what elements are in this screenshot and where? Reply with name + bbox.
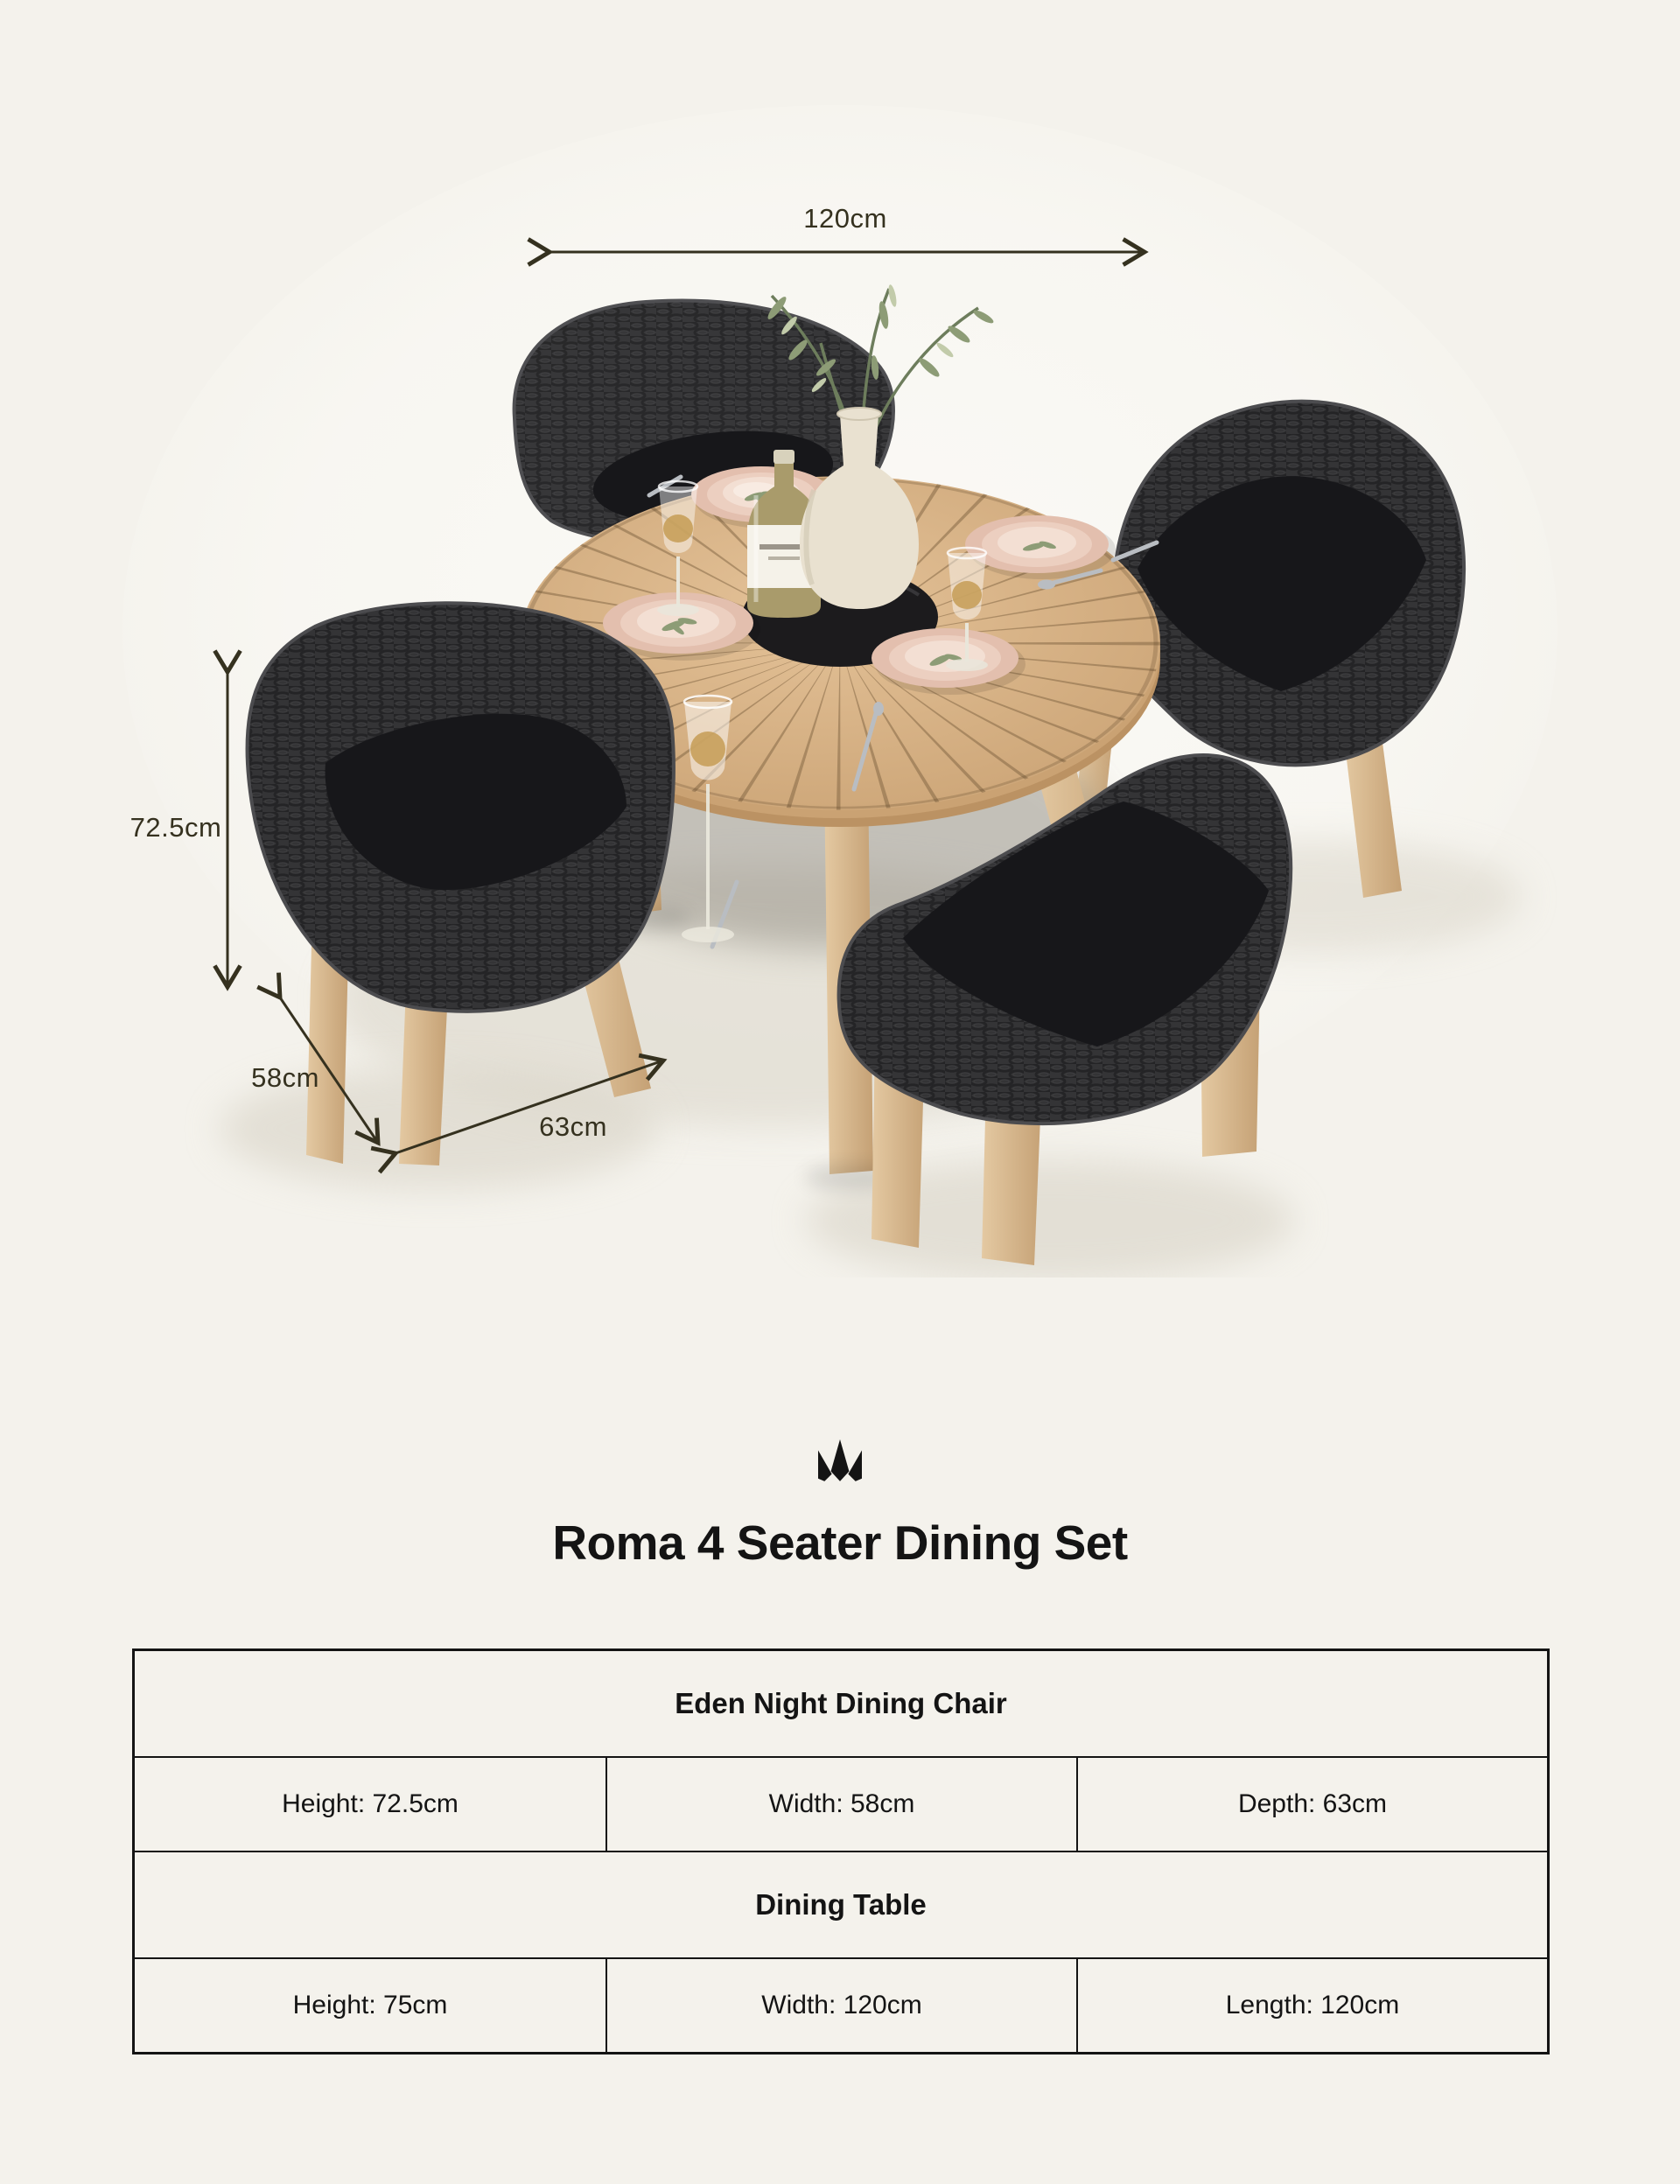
chair-height-label: 72.5cm <box>130 812 222 843</box>
spec-cell-chair-width: Width: 58cm <box>606 1758 1076 1851</box>
spec-cell-table-width: Width: 120cm <box>606 1959 1076 2052</box>
chair-width-label: 58cm <box>251 1062 319 1093</box>
crown-logo-icon <box>818 1439 862 1482</box>
page-title: Roma 4 Seater Dining Set <box>552 1516 1128 1570</box>
chair-depth-label: 63cm <box>539 1111 607 1142</box>
spec-row-table <box>135 1957 1547 2052</box>
spec-section-header-chair: Eden Night Dining Chair <box>675 1687 1007 1719</box>
spec-cell-chair-depth: Depth: 63cm <box>1076 1758 1547 1851</box>
dimension-arrow-chair-depth <box>396 1060 663 1153</box>
spec-cell-table-height: Height: 75cm <box>292 1991 448 2020</box>
spec-section-header-table: Dining Table <box>135 1851 1547 1957</box>
table-width-label: 120cm <box>803 203 887 234</box>
spec-cell-table-length: Length: 120cm <box>1076 1959 1547 2052</box>
spec-table <box>132 1648 1550 2054</box>
spec-cell-chair-height: Height: 72.5cm <box>282 1789 458 1818</box>
spec-row-chair <box>135 1756 1547 1851</box>
